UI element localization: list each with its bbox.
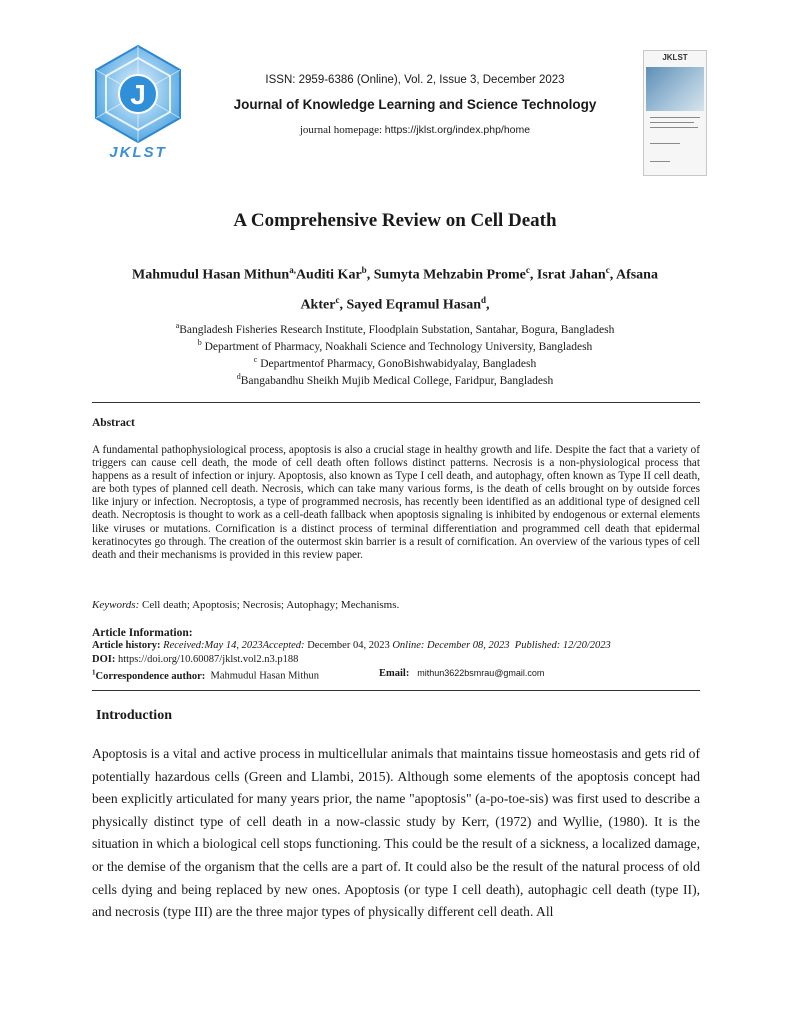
keywords-text: Cell death; Apoptosis; Necrosis; Autophagy; Mechanisms. <box>142 599 400 611</box>
affiliation-d: $^d$Bangabandhu Sheikh Mujib Medical College, Faridpur, Bangladesh <box>236 372 554 387</box>
cover-image-band <box>646 67 704 111</box>
affiliation-a: $^a$Bangladesh Fisheries Research Institute, Floodplain Substation, Santahar, Bogura, Bangladesh <box>175 321 615 336</box>
journal-cover-thumbnail <box>643 50 707 176</box>
introduction-body: Apoptosis is a vital and active process in multicellular animals that maintains tissue homeostasis and gets rid of potentially hazardous cells (Green and Llambi, 2015). Although some elements of the apoptosis concept had been explicitly articulated for many years prior, the name "apoptosis" (a-po-toe-sis) was first used to describe a physically distinct type of cell death in a now-classic study by Kerr, (1972) and Wyllie, (1980). It is the situation in which a biological cell stops functioning. This could be the result of a sickness, a localized damage, or the demise of the organism that the cells are a part of. It could also be the result of the natural process of old cells dying and being replaced by new ones. Apoptosis (or type I cell death), autophagic cell death (type II), and necrosis (type III) are the three major types of physically different cell death. All <box>92 746 700 920</box>
abstract-body: A fundamental pathophysiological process, apoptosis is also a crucial stage in healthy growth and life. Despite the fact that a variety of triggers can cause cell death, the mode of cell death often follows distinct patterns. Necrosis is a non-physiological process that happens as a result of infection or injury. Apoptosis, also known as Type I cell death, and autophagy, often known as Type II cell death, are both types of planned cell death. Necrosis, which can take many various forms, is the death of cells brought on by outside forces like injury or infection. Necroptosis, a type of programmed necrosis, has recently been identified as an additional type of designed cell death. Necroptosis is thought to work as a cell-death fallback when apoptosis signaling is inhibited by endogenous or external elements like viruses or mutations. Cornification is a distinct process of terminal differentiation and programmed cell death that epidermal keratinocytes go through. The creation of the outermost skin barrier is a result of cornification. An overview of the various types of cell death and their mechanisms is provided in this review paper. <box>92 444 700 561</box>
affiliation-b: $^b$ Department of Pharmacy, Noakhali Science and Technology University, Bangladesh <box>197 338 593 353</box>
hexagon-logo-icon <box>92 44 184 144</box>
author-name: , Afsana <box>609 267 658 283</box>
article-history: Article history: Received:May 14, 2023Accepted: December 04, 2023 Online: December 08, 2023 Published: 12/20/2023 <box>92 640 611 651</box>
author-list-line-2: Akter$^c$, Sayed Eqramul Hasan$^d$, <box>300 295 490 313</box>
author-list-line-1: Mahmudul Hasan Mithun$^{a,}$Auditi Kar$^b$, Sumyta Mehzabin Prome$^c$, Israt Jahan$^c$, Afsana <box>132 265 658 283</box>
journal-homepage <box>200 124 630 136</box>
article-info-heading: Article Information: <box>92 627 193 639</box>
homepage-label: journal homepage: <box>299 124 383 136</box>
keywords-label: Keywords: <box>92 599 140 611</box>
cover-title: JKLST <box>662 53 688 62</box>
email-link[interactable]: mithun3622bsmrau@gmail.com <box>417 668 545 678</box>
affiliation-c: $^c$ Departmentof Pharmacy, GonoBishwabidyalay, Bangladesh <box>253 355 537 370</box>
doi: DOI: https://doi.org/10.60087/jklst.vol2.n3.p188 <box>92 654 299 665</box>
issn-line: ISSN: 2959-6386 (Online), Vol. 2, Issue 3, December 2023 <box>265 74 565 86</box>
svg-text:J: J <box>130 79 146 110</box>
homepage-link[interactable]: https://jklst.org/index.php/home <box>384 124 531 136</box>
correspondence-name: Mahmudul Hasan Mithun <box>210 670 320 682</box>
author-name: Akter <box>300 297 336 313</box>
keywords <box>92 599 399 611</box>
author-name: Mahmudul Hasan Mithun <box>132 267 290 283</box>
abstract-heading: Abstract <box>92 417 135 429</box>
divider <box>92 402 700 403</box>
author-name: Auditi Kar <box>295 267 362 283</box>
correspondence: $^1$Correspondence author: Mahmudul Hasan Mithun Email: mithun3622bsmrau@gmail.com <box>92 668 545 682</box>
doi-link[interactable]: https://doi.org/10.60087/jklst.vol2.n3.p188 <box>117 654 299 665</box>
divider <box>92 690 700 691</box>
introduction-heading: Introduction <box>96 708 172 723</box>
author-name: , Israt Jahan <box>529 267 606 283</box>
logo-text: JKLST <box>109 144 167 161</box>
paper-title: A Comprehensive Review on Cell Death <box>233 210 557 231</box>
journal-title: Journal of Knowledge Learning and Science Technology <box>233 97 597 112</box>
author-name: , Sayed Eqramul Hasan <box>339 297 482 313</box>
author-name: , Sumyta Mehzabin Prome <box>366 267 526 283</box>
